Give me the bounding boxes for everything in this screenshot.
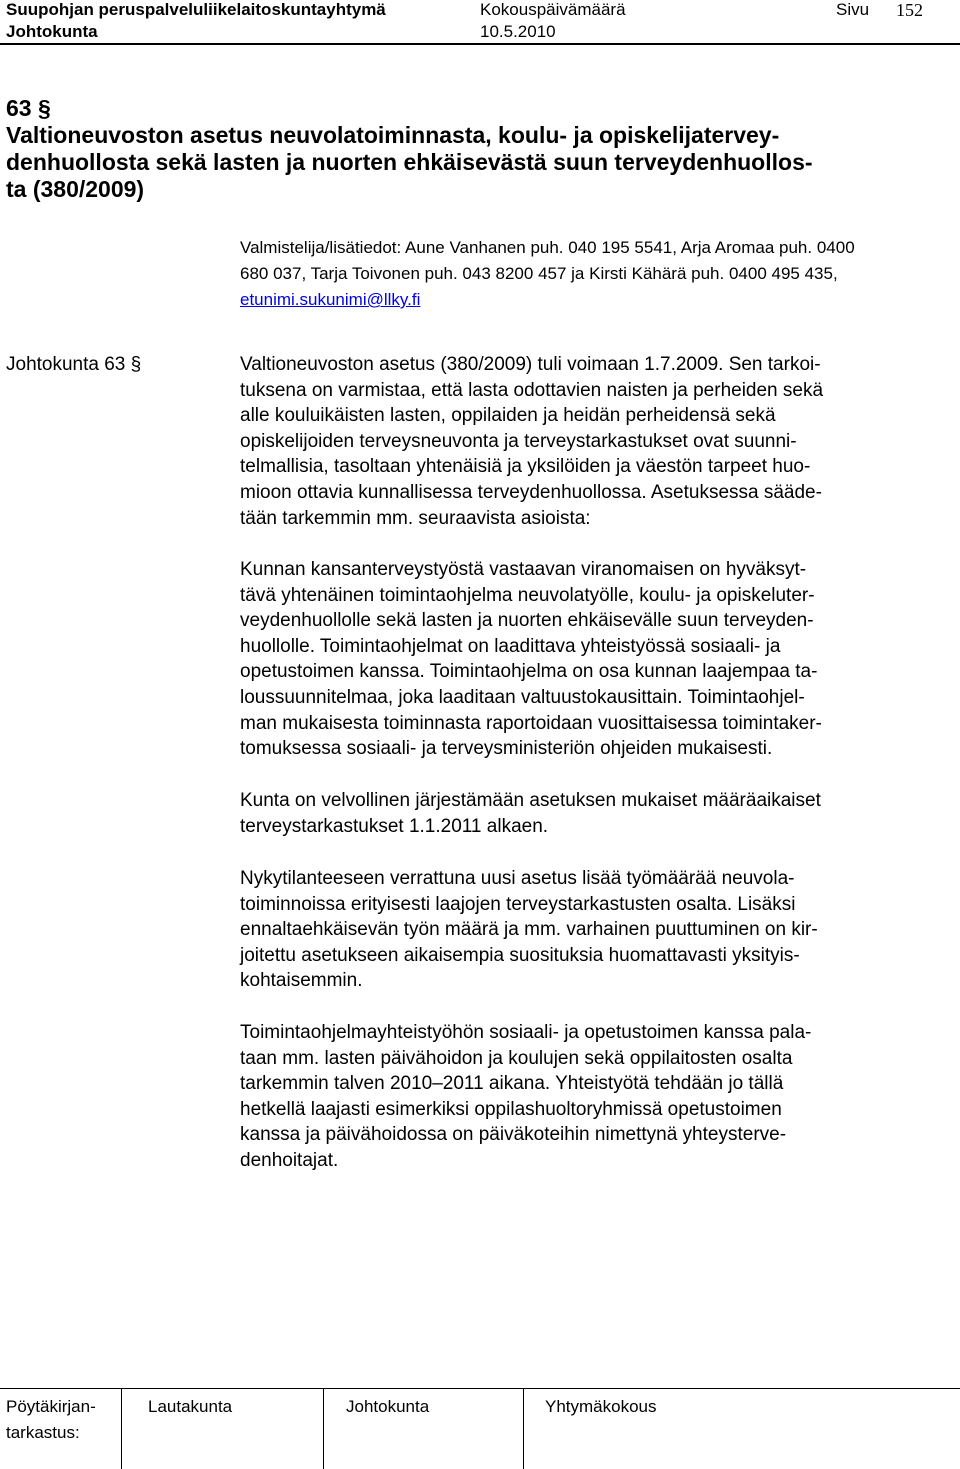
organization-name: Suupohjan peruspalveluliikelaitoskuntayhtymä [6, 0, 386, 19]
footer-column-divider [121, 1388, 122, 1469]
paragraph-workload: Nykytilanteeseen verrattuna uusi asetus lisää työmäärää neuvola- toiminnoissa erityisesti laajojen terveystarkastusten osalta. Lisäksi ennaltaehkäisevän työn määrä ja mm. varhainen puuttuminen on kir- joitettu asetukseen aikaisempia suosituksia huomattavasti yksityis- kohtaisemmin. [240, 868, 818, 992]
footer-col-yhtymakokous: Yhtymäkokous [545, 1397, 657, 1416]
preparer-line: 680 037, Tarja Toivonen puh. 043 8200 457 ja Kirsti Kähärä puh. 0400 495 435, [240, 264, 838, 283]
section-sign-icon: § [37, 95, 51, 121]
section-title-line: denhuollosta sekä lasten ja nuorten ehkäisevästä suun terveydenhuollos- [6, 149, 813, 175]
section-title [6, 122, 936, 203]
paragraph-intro: Valtioneuvoston asetus (380/2009) tuli voimaan 1.7.2009. Sen tarkoi- tuksena on varmistaa, että lasta odottavien naisten ja perheiden sekä alle kouluikäisten lasten, oppilaiden ja heidän perheidensä sekä opiskelijoiden terveysneuvonta ja terveystarkastukset ovat suunni- telmallisia, tasoltaan yhtenäisiä ja yksilöiden ja väestön tarpeet huo- mioon ottavia kunnallisessa terveydenhuollossa. Asetuksessa sääde- tään tarkemmin mm. seuraavista asioista: [240, 354, 824, 529]
preparer-line: Valmistelija/lisätiedot: Aune Vanhanen puh. 040 195 5541, Arja Aromaa puh. 0400 [240, 238, 855, 257]
section-title-line: ta (380/2009) [6, 176, 145, 202]
page-label: Sivu [836, 0, 870, 19]
paragraph-cooperation: Toimintaohjelmayhteistyöhön sosiaali- ja opetustoimen kanssa pala- taan mm. lasten päivähoidon ja koulujen sekä oppilaitosten osalta tarkemmin talven 2010–2011 aikana. Yhteistyötä tehdään jo tällä hetkellä laajasti esimerkiksi oppilashuoltoryhmissä opetustoimen kanssa ja päivähoidossa on päiväkoteihin nimettynä yhteysterve- denhoitajat. [240, 1022, 812, 1171]
footer-column-divider [523, 1388, 524, 1469]
section-number: 63 § [6, 95, 51, 121]
page-number: 152 [896, 0, 923, 20]
paragraph-program: Kunnan kansanterveystyöstä vastaavan viranomaisen on hyväksyt- tävä yhtenäinen toimintaohjelma neuvolatyölle, koulu- ja opiskeluter- veydenhuollolle sekä lasten ja nuorten ehkäisevälle suun terveyden- huollolle. Toimintaohjelmat on laadittava yhteistyössä sosiaali- ja opetustoimen kanssa. Toimintaohjelma on osa kunnan laajempaa ta- loussuunnitelmaa, joka laaditaan valtuustokausittain. Toimintaohjel- man mukaisesta toiminnasta raportoidaan vuosittaisessa toimintaker- tomuksessa sosiaali- ja terveysministeriön ohjeiden mukaisesti. [240, 559, 822, 760]
footer-col-johtokunta: Johtokunta [346, 1397, 430, 1416]
section-sign-icon: § [130, 354, 142, 375]
footer-divider [0, 1388, 960, 1389]
paragraph-obligation: Kunta on velvollinen järjestämään asetuksen mukaiset määräaikaiset terveystarkastukset 1.1.2011 alkaen. [240, 790, 821, 837]
motion-label: Johtokunta 63 § [6, 354, 142, 375]
email-link[interactable]: etunimi.sukunimi@llky.fi [240, 290, 421, 309]
footer-column-divider [323, 1388, 324, 1469]
preparer-info [240, 235, 940, 313]
footer-checker-label: Pöytäkirjan- tarkastus: [6, 1397, 96, 1442]
footer-col-lautakunta: Lautakunta [148, 1397, 233, 1416]
meeting-date-label: Kokouspäivämäärä [480, 0, 626, 19]
meeting-date: 10.5.2010 [480, 22, 556, 41]
header-divider [0, 43, 960, 45]
section-title-line: Valtioneuvoston asetus neuvolatoiminnasta, koulu- ja opiskelijatervey- [6, 122, 780, 148]
committee-name: Johtokunta [6, 22, 98, 41]
